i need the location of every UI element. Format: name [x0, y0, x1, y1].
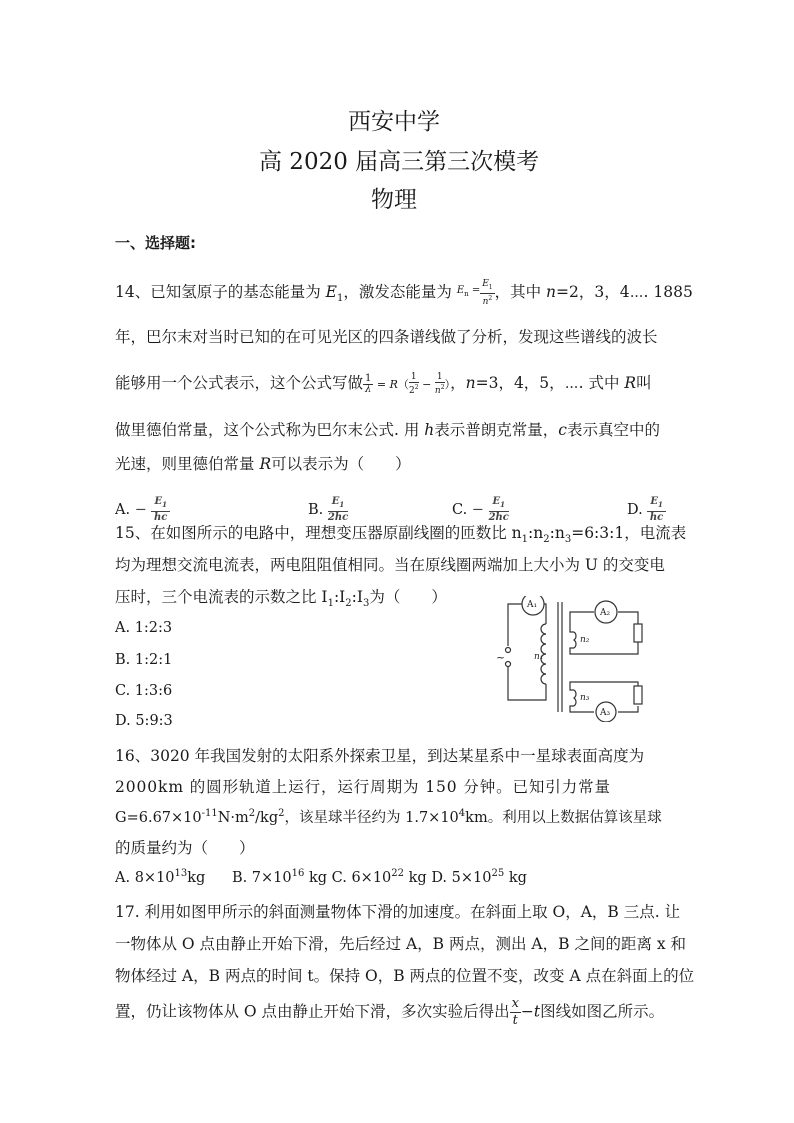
coil-n1-label: n₁	[534, 652, 544, 662]
energy-formula: $E_n$ =	[456, 285, 481, 299]
q15-option-c: C. 1:3:6	[115, 683, 173, 699]
q14-option-a: A. − $\frac{E_1}{hc}$	[115, 496, 170, 524]
q17-line1: 17. 利用如图甲所示的斜面测量物体下滑的加速度。在斜面上取 O，A，B 三点. 让	[115, 903, 681, 921]
q15-option-a: A. 1:2:3	[115, 620, 173, 636]
q14-option-b: B. $\frac{E_1}{2hc}$	[308, 496, 349, 523]
balmer-formula: $\frac{1}{\lambda}$	[365, 372, 372, 395]
q15-line1: 15、在如图所示的电路中，理想变压器原副线圈的匝数比 $n_1:n_2:n_3=6:3:1$，电流表	[115, 524, 687, 546]
q14-line4: 做里德伯常量，这个公式称为巴尔末公式. 用 h表示普朗克常量，c表示真空中的	[115, 421, 660, 439]
q16-line4: 的质量约为（ ）	[115, 839, 255, 857]
exam-title: 高 2020 届高三第三次模考	[259, 149, 540, 175]
ammeter-a1-label: A₁	[527, 600, 538, 610]
q17-line4: 置，仍让该物体从 O 点由静止开始下滑，多次实验后得出 $\frac{x}{t}$ −t图线如图乙所示。	[115, 996, 665, 1028]
transformer-circuit-diagram	[488, 596, 660, 722]
q16-options: A. $8\times 10^{13}kg$ B. $7\times 10^{16}$ kg C. $6\times 10^{22}$ kg D. $5\times 10^{25}$ kg	[115, 868, 527, 886]
coil-n2-label: n₂	[580, 635, 590, 645]
q14-line1: 14、已知氢原子的基态能量为 $E_1$，激发态能量为 $E_n$ = $\frac{E_1}{n^2}$ ，其中 n=2，3，4⋯. 1885	[115, 279, 693, 307]
coil-n3-label: n₃	[580, 693, 590, 703]
q15-line3: 压时，三个电流表的示数之比 $I_1:I_2:I_3$为（ ）	[115, 588, 447, 610]
q17-line2: 一物体从 O 点由静止开始下滑，先后经过 A，B 两点，测出 A，B 之间的距离 x 和	[115, 935, 687, 953]
subject-title: 物理	[371, 187, 417, 213]
q15-option-d: D. 5:9:3	[115, 713, 173, 729]
section-heading: 一、选择题:	[115, 234, 196, 252]
q14-option-c: C. − $\frac{E_1}{2hc}$	[452, 496, 509, 523]
q14-line2: 年，巴尔末对当时已知的在可见光区的四条谱线做了分析，发现这些谱线的波长	[115, 328, 658, 346]
q17-line3: 物体经过 A，B 两点的时间 t。保持 O，B 两点的位置不变，改变 A 点在斜面上的位	[115, 967, 695, 985]
school-name: 西安中学	[348, 109, 440, 135]
q15-option-b: B. 1:2:1	[115, 652, 173, 668]
ammeter-a3-label: A₃	[600, 708, 611, 718]
q16-line3: $G=6.67\times 10^{-11}N\cdot m^2/kg^2$，该星球半径约为 $1.7\times 10^4km$。利用以上数据估算该星球	[115, 808, 662, 826]
x-over-t-fraction: $\frac{x}{t}$	[511, 996, 519, 1028]
q14-option-d: D. $\frac{E_1}{hc}$	[627, 496, 666, 524]
ammeter-a2-label: A₂	[600, 608, 611, 618]
ac-source-label: ~	[496, 651, 506, 664]
q14-line5: 光速，则里德伯常量 R可以表示为（ ）	[115, 455, 411, 473]
q14-line3: 能够用一个公式表示，这个公式写做 $\frac{1}{\lambda}$ = R（ $\frac{1}{2^2}$ − $\frac{1}{n^2}$ ），n=3，4，5，⋯. 式中 R叫	[115, 372, 652, 396]
q16-line2: 2000km 的圆形轨道上运行，运行周期为 150 分钟。已知引力常量	[115, 778, 611, 796]
q16-line1: 16、3020 年我国发射的太阳系外探索卫星，到达某星系中一星球表面高度为	[115, 747, 645, 765]
q15-line2: 均为理想交流电流表，两电阻阻值相同。当在原线圈两端加上大小为 U 的交变电	[115, 556, 665, 574]
